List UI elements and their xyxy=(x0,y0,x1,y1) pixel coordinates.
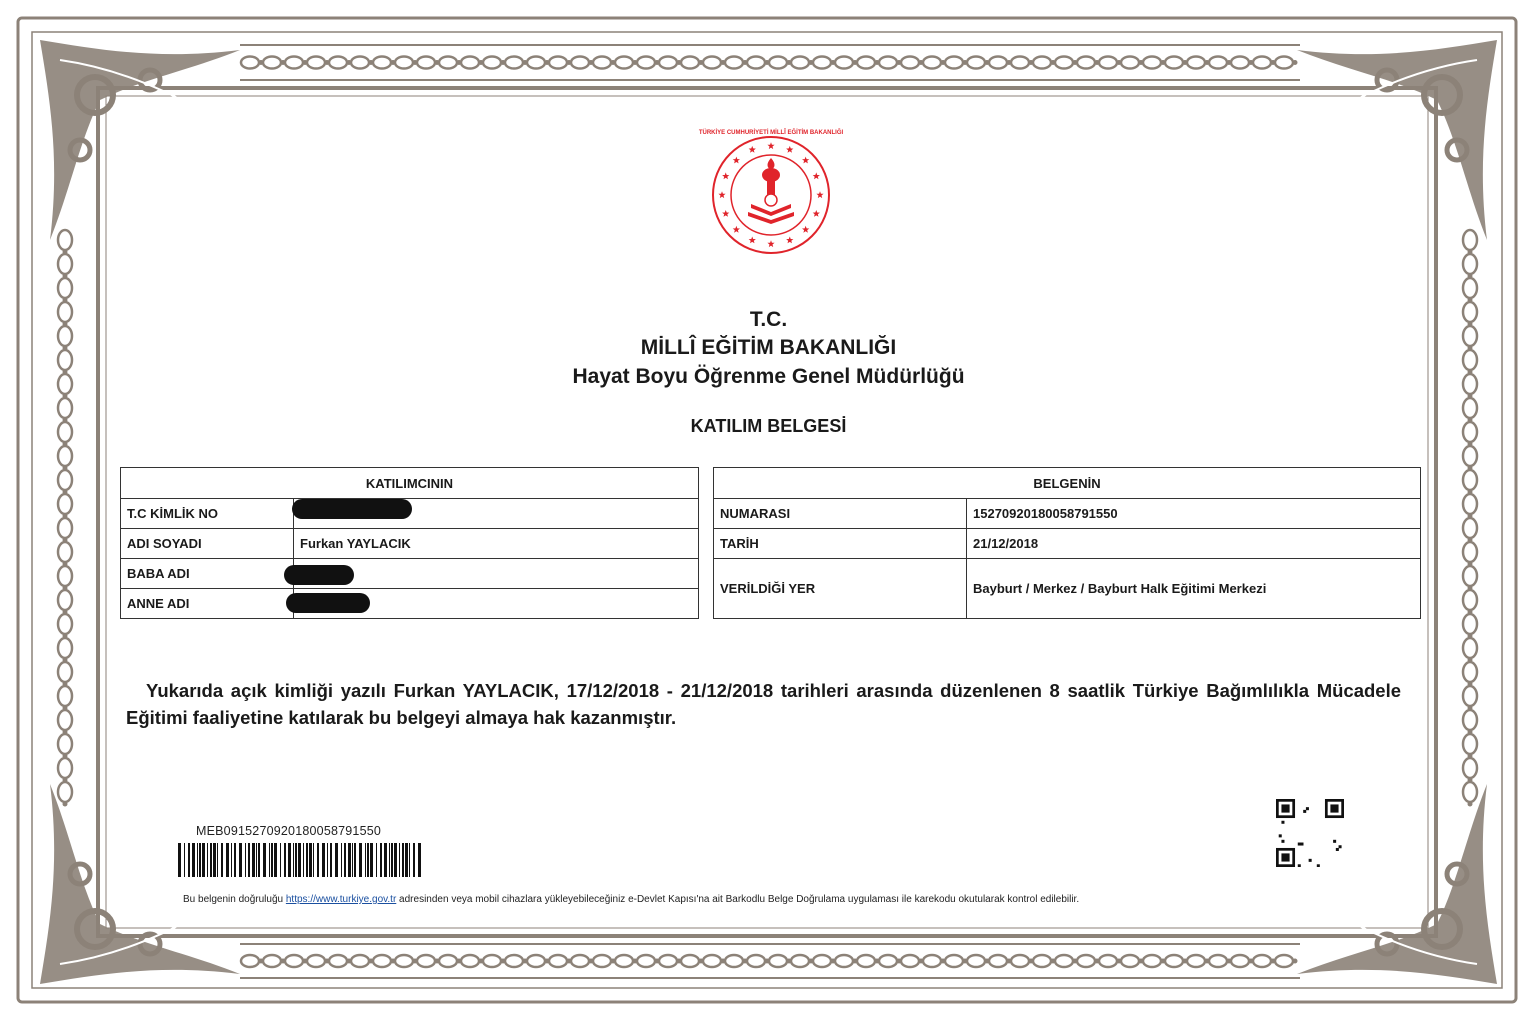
certificate-table xyxy=(713,467,1421,619)
issued-place-value: Bayburt / Merkez / Bayburt Halk Eğitimi Merkezi xyxy=(967,559,1421,619)
certificate-table-header: BELGENİN xyxy=(714,468,1421,499)
participant-table xyxy=(120,467,699,619)
turkiye-gov-link[interactable]: https://www.turkiye.gov.tr xyxy=(285,894,397,905)
footer-text-before: Bu belgenin doğruluğu xyxy=(183,894,286,905)
mother-name-label: ANNE ADI xyxy=(121,589,294,619)
date-value: 21/12/2018 xyxy=(967,529,1421,559)
table-row xyxy=(121,559,699,589)
seal-ring-text: TÜRKİYE CUMHURİYETİ MİLLÎ EĞİTİM BAKANLIĞI xyxy=(698,130,844,136)
footer-text-after: adresinden veya mobil cihazlara yükleyebileceğiniz e-Devlet Kapısı'na ait Barkodlu Belge Doğrulama uygulaması ile karekodu okutularak kontrol edilebilir. xyxy=(396,894,1080,905)
table-row xyxy=(121,589,699,619)
header-ministry: MİLLÎ EĞİTİM BAKANLIĞI xyxy=(640,336,897,359)
verification-footer xyxy=(183,894,1079,905)
ministry-seal-icon xyxy=(696,120,846,270)
father-name-label: BABA ADI xyxy=(121,559,294,589)
redaction-mark xyxy=(284,565,354,585)
qr-code-icon xyxy=(1276,799,1346,867)
table-row xyxy=(714,559,1421,619)
table-row xyxy=(714,499,1421,529)
name-label: ADI SOYADI xyxy=(121,529,294,559)
header-tc: T.C. xyxy=(749,308,788,331)
name-value: Furkan YAYLACIK xyxy=(294,529,699,559)
redaction-mark xyxy=(292,499,412,519)
tc-id-label: T.C KİMLİK NO xyxy=(121,499,294,529)
number-value: 15270920180058791550 xyxy=(967,499,1421,529)
issued-place-label: VERİLDİĞİ YER xyxy=(714,559,967,619)
date-label: TARİH xyxy=(714,529,967,559)
table-row xyxy=(714,529,1421,559)
barcode-code: MEB0915270920180058791550 xyxy=(196,824,382,838)
father-name-value xyxy=(294,559,699,589)
table-row xyxy=(121,529,699,559)
document-title: KATILIM BELGESİ xyxy=(690,416,847,436)
barcode-icon xyxy=(178,843,424,877)
redaction-mark xyxy=(286,593,370,613)
certificate-body-text: Yukarıda açık kimliği yazılı Furkan YAYLACIK, 17/12/2018 - 21/12/2018 tarihleri arasında düzenlenen 8 saatlik Türkiye Bağımlılıkla Mücadele Eğitimi faaliyetine katılarak bu belgeyi almaya hak kazanmıştır. xyxy=(126,680,1401,728)
participant-table-header: KATILIMCININ xyxy=(121,468,699,499)
number-label: NUMARASI xyxy=(714,499,967,529)
header-directorate: Hayat Boyu Öğrenme Genel Müdürlüğü xyxy=(572,365,965,388)
